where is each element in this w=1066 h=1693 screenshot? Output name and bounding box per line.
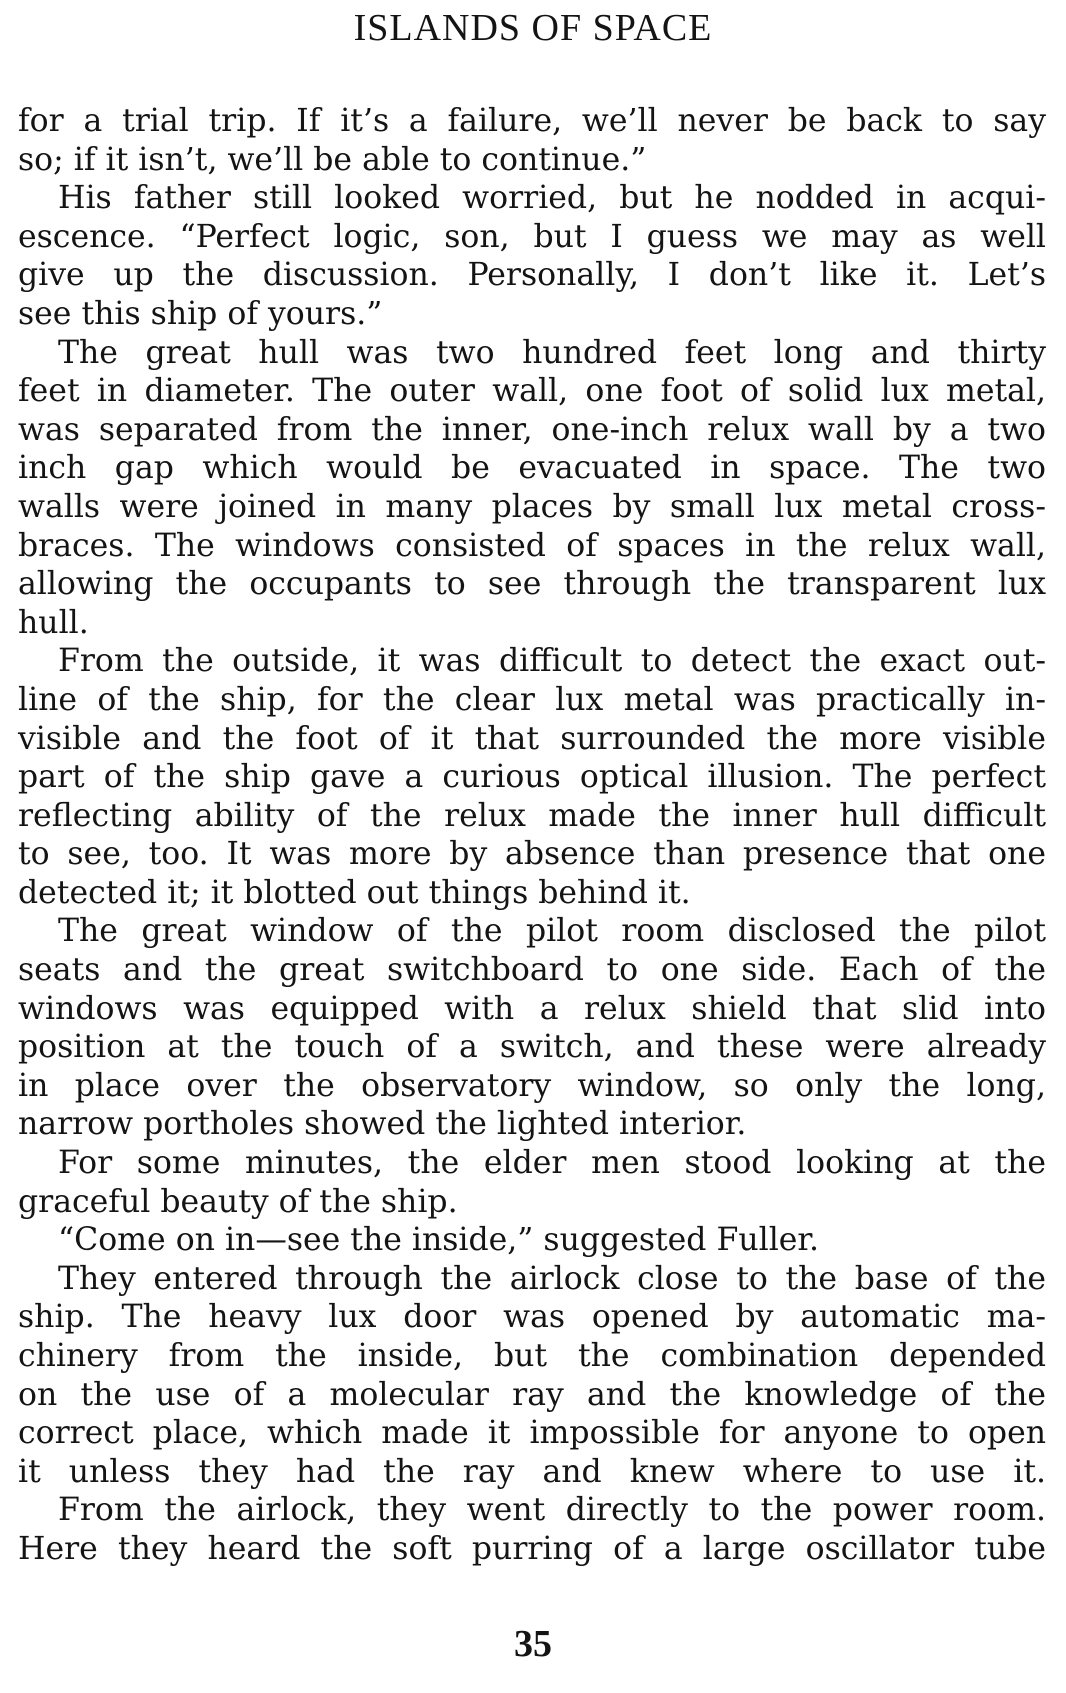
text-line: narrow portholes showed the lighted interior. [18,1106,747,1143]
text-line: detected it; it blotted out things behind it. [18,874,691,911]
page-number: 35 [514,1623,552,1665]
text-line: was separated from the inner, one-inch relux wall by a two [18,411,1046,448]
text-line: position at the touch of a switch, and these were already [18,1029,1046,1066]
text-line: ship. The heavy lux door was opened by automatic ma- [18,1299,1046,1336]
text-line: inch gap which would be evacuated in space. The two [18,450,1046,487]
text-line: hull. [18,604,89,641]
text-line: correct place, which made it impossible for anyone to open [18,1415,1046,1452]
body-text [18,102,1046,1569]
text-line: walls were joined in many places by small lux metal cross- [18,488,1046,525]
text-line: see this ship of yours.” [18,295,383,332]
text-line: seats and the great switchboard to one side. Each of the [18,952,1046,989]
text-line: to see, too. It was more by absence than presence that one [18,836,1046,873]
text-line: “Come on in—see the inside,” suggested Fuller. [58,1222,820,1259]
text-line: His father still looked worried, but he nodded in acqui- [58,180,1046,217]
text-line: braces. The windows consisted of spaces in the relux wall, [18,527,1046,564]
text-line: For some minutes, the elder men stood looking at the [58,1145,1046,1182]
text-line: The great window of the pilot room disclosed the pilot [58,913,1046,950]
text-line: in place over the observatory window, so only the long, [18,1067,1046,1104]
text-line: From the outside, it was difficult to detect the exact out- [58,643,1046,680]
text-line: chinery from the inside, but the combination depended [18,1338,1046,1374]
text-line: line of the ship, for the clear lux metal was practically in- [18,681,1046,718]
text-line: escence. “Perfect logic, son, but I guess we may as well [18,218,1046,255]
text-line: so; if it isn’t, we’ll be able to continue.” [18,141,647,178]
text-line: visible and the foot of it that surrounded the more visible [18,720,1046,757]
text-line: graceful beauty of the ship. [18,1183,458,1220]
text-line: They entered through the airlock close to the base of the [58,1260,1046,1297]
running-head: ISLANDS OF SPACE [353,7,713,49]
text-line: on the use of a molecular ray and the knowledge of the [18,1376,1046,1413]
text-line: Here they heard the soft purring of a large oscillator tube [18,1530,1046,1567]
text-line: part of the ship gave a curious optical illusion. The perfect [18,759,1046,796]
text-line: reflecting ability of the relux made the inner hull difficult [18,797,1046,834]
text-line: From the airlock, they went directly to the power room. [58,1492,1046,1529]
text-line: The great hull was two hundred feet long and thirty [58,334,1046,371]
text-line: feet in diameter. The outer wall, one foot of solid lux metal, [18,373,1046,410]
text-line: for a trial trip. If it’s a failure, we’ll never be back to say [18,103,1046,139]
text-line: windows was equipped with a relux shield that slid into [18,990,1046,1027]
text-line: it unless they had the ray and knew where to use it. [18,1453,1046,1490]
text-line: give up the discussion. Personally, I don’t like it. Let’s [18,257,1046,294]
text-line: allowing the occupants to see through the transparent lux [18,566,1046,603]
